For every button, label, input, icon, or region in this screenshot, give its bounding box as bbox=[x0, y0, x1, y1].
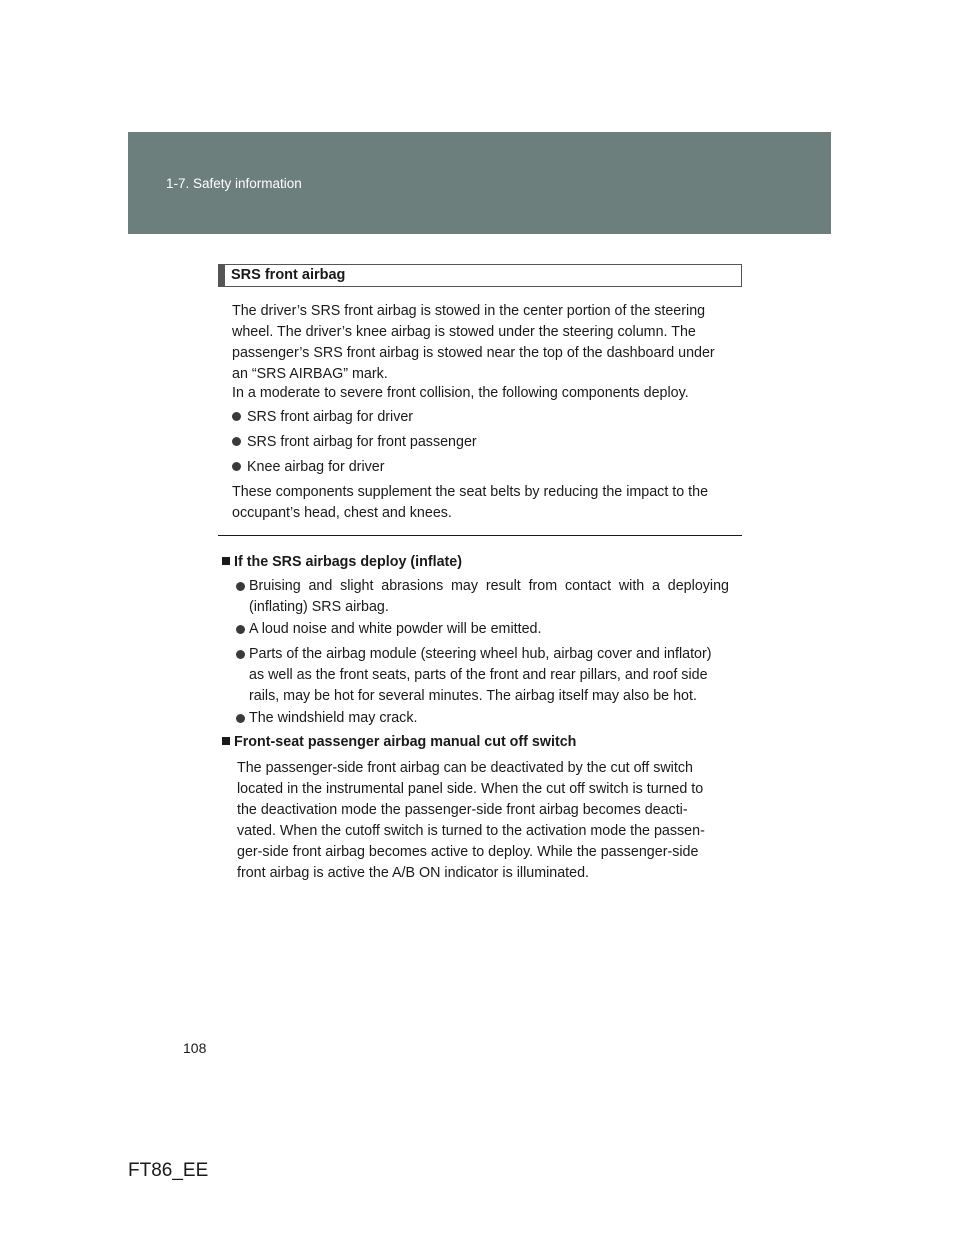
component-item: Knee airbag for driver bbox=[232, 457, 384, 478]
component-item: SRS front airbag for front passenger bbox=[232, 432, 477, 453]
component-item: SRS front airbag for driver bbox=[232, 407, 413, 428]
cutoff-line: the deactivation mode the passenger-side front airbag becomes deacti- bbox=[237, 802, 688, 818]
cutoff-line: located in the instrumental panel side. When the cut off switch is turned to bbox=[237, 781, 704, 797]
bullet-dot-icon bbox=[232, 412, 241, 421]
intro-line: passenger’s SRS front airbag is stowed near the top of the dashboard under bbox=[232, 345, 715, 361]
cutoff-line: vated. When the cutoff switch is turned to the activation mode the passen- bbox=[237, 823, 705, 839]
section-title: SRS front airbag bbox=[231, 267, 346, 283]
bullet-dot-icon bbox=[236, 714, 245, 723]
cutoff-line: ger-side front airbag becomes active to deploy. While the passenger-side bbox=[237, 844, 699, 860]
deploy-heading: If the SRS airbags deploy (inflate) bbox=[222, 554, 462, 570]
square-bullet-icon bbox=[222, 737, 230, 745]
bullet-dot-icon bbox=[236, 582, 245, 591]
deploy-item: A loud noise and white powder will be emitted. bbox=[249, 621, 542, 637]
section-divider bbox=[218, 535, 742, 536]
cutoff-line: front airbag is active the A/B ON indicator is illuminated. bbox=[237, 865, 590, 881]
header-band bbox=[128, 132, 831, 234]
title-accent-bar bbox=[219, 265, 225, 286]
supplement-paragraph bbox=[232, 482, 742, 524]
section-label: 1-7. Safety information bbox=[166, 176, 302, 191]
bullet-dot-icon bbox=[232, 462, 241, 471]
deploy-item: Parts of the airbag module (steering wheel hub, airbag cover and inflator) as well as the front seats, parts of the front and rear pillars, and roof side rails, may be hot for several minutes. The airbag itself may also be hot. bbox=[249, 646, 712, 704]
collision-text: In a moderate to severe front collision, the following components deploy. bbox=[232, 385, 689, 401]
intro-line: wheel. The driver’s knee airbag is stowed under the steering column. The bbox=[232, 324, 696, 340]
section-title-box bbox=[218, 264, 742, 287]
intro-paragraph bbox=[232, 301, 742, 385]
intro-line: The driver’s SRS front airbag is stowed in the center portion of the steering bbox=[232, 303, 706, 319]
square-bullet-icon bbox=[222, 557, 230, 565]
supplement-line: occupant’s head, chest and knees. bbox=[232, 505, 452, 521]
supplement-line: These components supplement the seat belts by reducing the impact to the bbox=[232, 484, 709, 500]
cutoff-line: The passenger-side front airbag can be deactivated by the cut off switch bbox=[237, 760, 693, 776]
bullet-dot-icon bbox=[232, 437, 241, 446]
cutoff-heading: Front-seat passenger airbag manual cut off switch bbox=[222, 734, 576, 750]
intro-line: an “SRS AIRBAG” mark. bbox=[232, 366, 388, 382]
deploy-item: Bruising and slight abrasions may result from contact with a deploying (inflating) SRS airbag. bbox=[249, 578, 729, 615]
deploy-item: The windshield may crack. bbox=[249, 710, 418, 726]
cutoff-paragraph bbox=[237, 758, 737, 884]
page-number: 108 bbox=[183, 1040, 207, 1056]
document-code: FT86_EE bbox=[128, 1160, 209, 1181]
bullet-dot-icon bbox=[236, 625, 245, 634]
bullet-dot-icon bbox=[236, 650, 245, 659]
